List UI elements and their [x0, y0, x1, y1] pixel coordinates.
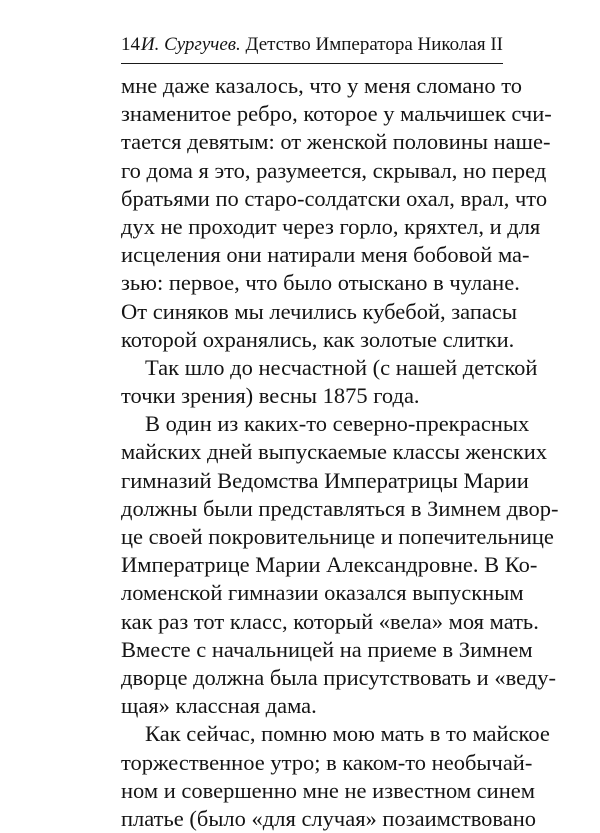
text-line: дух не проходит через горло, кряхтел, и для — [121, 213, 541, 239]
text-line: В один из каких-то северно-прекрасных — [145, 411, 530, 437]
text-line: го дома я это, разумеется, скрывал, но перед — [121, 157, 547, 183]
text-line: От синяков мы лечились кубебой, запасы — [121, 298, 517, 324]
text-line: тается девятым: от женской половины наше- — [121, 129, 551, 155]
running-head-author: И. Сургучев. — [140, 34, 241, 55]
text-line: братьями по старо-солдатски охал, врал, что — [121, 185, 548, 211]
paragraph — [121, 410, 559, 720]
text-line: Как сейчас, помню мою мать в то майское — [145, 721, 550, 747]
page-header — [121, 32, 503, 58]
text-line: Так шло до несчастной (с нашей детской — [145, 354, 538, 380]
text-line: гимназий Ведомства Императрицы Марии — [121, 467, 529, 493]
text-line: платье (было «для случая» позаимствовано — [121, 805, 537, 831]
text-line: Вместе с начальницей на приеме в Зимнем — [121, 636, 533, 662]
text-line: зью: первое, что было отыскано в чулане. — [121, 270, 520, 296]
text-line: знаменитое ребро, которое у мальчишек счи- — [121, 101, 552, 127]
text-line: майских дней выпускаемые классы женских — [121, 439, 547, 465]
page-number: 14 — [121, 34, 140, 55]
text-line: це своей покровительнице и попечительнице — [121, 524, 554, 549]
header-rule — [121, 63, 503, 64]
body-text — [121, 72, 559, 833]
text-line: должны были представляться в Зимнем двор- — [121, 495, 559, 521]
paragraph — [121, 720, 550, 833]
running-head-title: Детство Императора Николая II — [245, 34, 503, 55]
text-line: ломенской гимназии оказался выпускным — [121, 580, 524, 606]
text-line: дворце должна была присутствовать и «веду- — [121, 664, 556, 690]
text-line: как раз тот класс, который «вела» моя мать. — [121, 608, 539, 634]
text-line: ном и совершенно мне не известном синем — [121, 777, 535, 803]
running-head — [141, 32, 503, 58]
text-line: точки зрения) весны 1875 года. — [121, 383, 420, 409]
paragraph — [121, 354, 538, 410]
text-line: исцеления они натирали меня бобовой ма- — [121, 242, 530, 268]
text-line: которой охранялись, как золотые слитки. — [121, 326, 515, 352]
text-line: щая» классная дама. — [121, 693, 317, 719]
paragraph-continued — [121, 72, 552, 354]
text-line: мне даже казалось, что у меня сломано то — [121, 73, 523, 98]
text-line: Императрице Марии Александровне. В Ко- — [121, 552, 538, 578]
text-line: торжественное утро; в каком-то необычай- — [121, 749, 533, 775]
